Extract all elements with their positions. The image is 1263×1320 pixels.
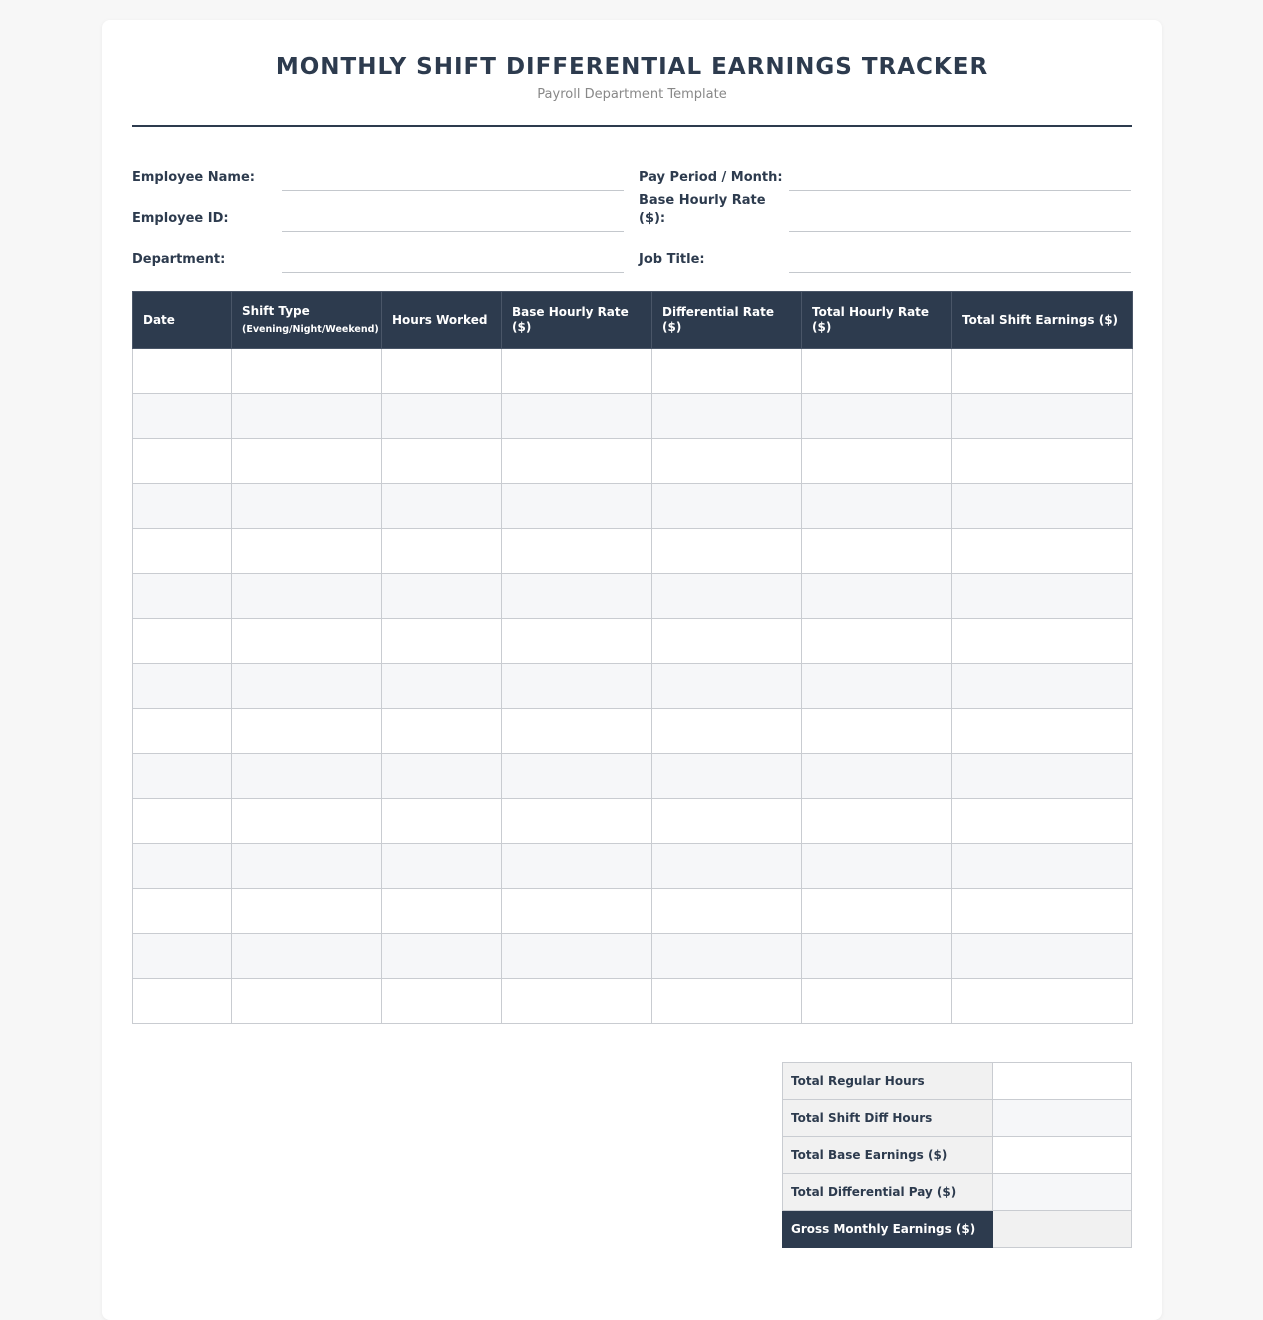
table-cell[interactable] bbox=[133, 529, 232, 574]
table-cell[interactable] bbox=[802, 844, 952, 889]
table-cell[interactable] bbox=[652, 979, 802, 1024]
employee-name-input[interactable] bbox=[282, 162, 624, 191]
table-cell[interactable] bbox=[952, 844, 1133, 889]
table-cell[interactable] bbox=[652, 754, 802, 799]
table-cell[interactable] bbox=[382, 394, 502, 439]
table-cell[interactable] bbox=[952, 754, 1133, 799]
gross-monthly-earnings-value[interactable] bbox=[993, 1211, 1132, 1248]
tracker-sheet bbox=[102, 20, 1162, 1320]
table-cell[interactable] bbox=[502, 439, 652, 484]
total-shift-diff-hours-label: Total Shift Diff Hours bbox=[783, 1100, 993, 1137]
table-row bbox=[133, 979, 1133, 1024]
table-cell[interactable] bbox=[952, 889, 1133, 934]
table-body bbox=[133, 349, 1133, 1024]
table-cell[interactable] bbox=[382, 754, 502, 799]
total-differential-pay-value[interactable] bbox=[993, 1174, 1132, 1211]
table-cell[interactable] bbox=[502, 934, 652, 979]
table-cell[interactable] bbox=[652, 709, 802, 754]
table-cell[interactable] bbox=[133, 889, 232, 934]
table-cell[interactable] bbox=[802, 394, 952, 439]
table-cell[interactable] bbox=[502, 709, 652, 754]
table-cell[interactable] bbox=[232, 709, 382, 754]
table-cell[interactable] bbox=[952, 979, 1133, 1024]
table-cell[interactable] bbox=[952, 934, 1133, 979]
table-cell[interactable] bbox=[652, 574, 802, 619]
table-cell[interactable] bbox=[232, 574, 382, 619]
table-cell[interactable] bbox=[382, 709, 502, 754]
table-cell[interactable] bbox=[652, 484, 802, 529]
table-cell[interactable] bbox=[802, 349, 952, 394]
table-cell[interactable] bbox=[502, 844, 652, 889]
summary-row bbox=[783, 1137, 1132, 1174]
table-cell[interactable] bbox=[502, 799, 652, 844]
table-row bbox=[133, 844, 1133, 889]
table-cell[interactable] bbox=[133, 709, 232, 754]
column-header bbox=[802, 292, 952, 349]
summary-row bbox=[783, 1211, 1132, 1248]
table-cell[interactable] bbox=[382, 664, 502, 709]
table-cell[interactable] bbox=[382, 844, 502, 889]
column-header bbox=[133, 292, 232, 349]
table-cell[interactable] bbox=[652, 844, 802, 889]
info-row bbox=[132, 232, 1132, 273]
table-cell[interactable] bbox=[652, 394, 802, 439]
table-row bbox=[133, 529, 1133, 574]
table-cell[interactable] bbox=[502, 349, 652, 394]
column-header-hint: (Evening/Night/Weekend) bbox=[242, 323, 379, 335]
table-cell[interactable] bbox=[133, 484, 232, 529]
table-cell[interactable] bbox=[652, 619, 802, 664]
table-row bbox=[133, 934, 1133, 979]
total-base-earnings-label: Total Base Earnings ($) bbox=[783, 1137, 993, 1174]
table-cell[interactable] bbox=[133, 349, 232, 394]
table-cell[interactable] bbox=[232, 844, 382, 889]
pay-period-input[interactable] bbox=[789, 162, 1131, 191]
column-header bbox=[382, 292, 502, 349]
table-cell[interactable] bbox=[232, 754, 382, 799]
table-cell[interactable] bbox=[802, 664, 952, 709]
table-header-row bbox=[133, 292, 1133, 349]
job-title-input[interactable] bbox=[789, 244, 1131, 273]
base-rate-field bbox=[639, 191, 1131, 232]
table-cell[interactable] bbox=[232, 439, 382, 484]
table-cell[interactable] bbox=[232, 934, 382, 979]
table-cell[interactable] bbox=[652, 664, 802, 709]
pay-period-label: Pay Period / Month: bbox=[639, 170, 783, 185]
total-regular-hours-value[interactable] bbox=[993, 1063, 1132, 1100]
table-cell[interactable] bbox=[952, 349, 1133, 394]
table-cell[interactable] bbox=[133, 979, 232, 1024]
department-label: Department: bbox=[132, 252, 226, 267]
table-cell[interactable] bbox=[133, 844, 232, 889]
table-cell[interactable] bbox=[382, 484, 502, 529]
table-cell[interactable] bbox=[652, 889, 802, 934]
table-cell[interactable] bbox=[502, 619, 652, 664]
table-row bbox=[133, 394, 1133, 439]
total-base-earnings-value[interactable] bbox=[993, 1137, 1132, 1174]
table-cell[interactable] bbox=[382, 529, 502, 574]
column-header-label: Date bbox=[143, 312, 175, 327]
table-cell[interactable] bbox=[652, 529, 802, 574]
table-cell[interactable] bbox=[952, 709, 1133, 754]
table-row bbox=[133, 619, 1133, 664]
total-regular-hours-label: Total Regular Hours bbox=[783, 1063, 993, 1100]
info-row bbox=[132, 150, 1132, 191]
table-cell[interactable] bbox=[133, 934, 232, 979]
total-shift-diff-hours-value[interactable] bbox=[993, 1100, 1132, 1137]
employee-name-field bbox=[132, 150, 624, 191]
table-row bbox=[133, 889, 1133, 934]
employee-id-label: Employee ID: bbox=[132, 211, 229, 226]
document-header bbox=[132, 50, 1132, 104]
column-header-label: Base Hourly Rate ($) bbox=[512, 305, 629, 334]
table-row bbox=[133, 439, 1133, 484]
table-row bbox=[133, 574, 1133, 619]
table-cell[interactable] bbox=[133, 619, 232, 664]
table-cell[interactable] bbox=[232, 979, 382, 1024]
page-subtitle: Payroll Department Template bbox=[537, 87, 727, 102]
job-title-label: Job Title: bbox=[639, 252, 705, 267]
table-row bbox=[133, 709, 1133, 754]
table-cell[interactable] bbox=[952, 574, 1133, 619]
summary-row bbox=[783, 1100, 1132, 1137]
table-cell[interactable] bbox=[952, 799, 1133, 844]
table-cell[interactable] bbox=[232, 619, 382, 664]
table-cell[interactable] bbox=[802, 439, 952, 484]
table-cell[interactable] bbox=[133, 754, 232, 799]
table-cell[interactable] bbox=[952, 529, 1133, 574]
info-row bbox=[132, 191, 1132, 232]
table-cell[interactable] bbox=[232, 889, 382, 934]
table-row bbox=[133, 664, 1133, 709]
job-title-field bbox=[639, 232, 1131, 273]
table-cell[interactable] bbox=[232, 349, 382, 394]
table-cell[interactable] bbox=[382, 439, 502, 484]
table-row bbox=[133, 349, 1133, 394]
table-cell[interactable] bbox=[382, 799, 502, 844]
table-cell[interactable] bbox=[652, 799, 802, 844]
table-cell[interactable] bbox=[952, 619, 1133, 664]
gross-monthly-earnings-label: Gross Monthly Earnings ($) bbox=[783, 1211, 993, 1248]
column-header-label: Hours Worked bbox=[392, 312, 488, 327]
table-cell[interactable] bbox=[802, 529, 952, 574]
table-cell[interactable] bbox=[802, 754, 952, 799]
department-input[interactable] bbox=[282, 244, 624, 273]
base-rate-input[interactable] bbox=[789, 203, 1131, 232]
table-row bbox=[133, 799, 1133, 844]
summary-row bbox=[783, 1063, 1132, 1100]
table-cell[interactable] bbox=[802, 799, 952, 844]
employee-id-input[interactable] bbox=[282, 203, 624, 232]
table-row bbox=[133, 754, 1133, 799]
table-cell[interactable] bbox=[802, 934, 952, 979]
table-cell[interactable] bbox=[652, 439, 802, 484]
table-cell[interactable] bbox=[232, 484, 382, 529]
table-cell[interactable] bbox=[502, 664, 652, 709]
page-title: MONTHLY SHIFT DIFFERENTIAL EARNINGS TRACKER bbox=[275, 54, 989, 80]
column-header-label: Differential Rate ($) bbox=[662, 305, 774, 334]
column-header-label: Shift Type bbox=[242, 303, 310, 318]
table-cell[interactable] bbox=[952, 664, 1133, 709]
table-cell[interactable] bbox=[802, 619, 952, 664]
table-row bbox=[133, 484, 1133, 529]
column-header bbox=[652, 292, 802, 349]
table-cell[interactable] bbox=[133, 394, 232, 439]
employee-name-label: Employee Name: bbox=[132, 170, 255, 185]
department-field bbox=[132, 232, 624, 273]
table-cell[interactable] bbox=[502, 394, 652, 439]
column-header-label: Total Shift Earnings ($) bbox=[962, 312, 1119, 327]
total-differential-pay-label: Total Differential Pay ($) bbox=[783, 1174, 993, 1211]
header-divider bbox=[132, 125, 1132, 127]
table-cell[interactable] bbox=[382, 574, 502, 619]
table-cell[interactable] bbox=[652, 934, 802, 979]
table-cell[interactable] bbox=[502, 574, 652, 619]
table-cell[interactable] bbox=[502, 529, 652, 574]
table-cell[interactable] bbox=[133, 664, 232, 709]
table-cell[interactable] bbox=[802, 574, 952, 619]
table-cell[interactable] bbox=[133, 439, 232, 484]
table-cell[interactable] bbox=[232, 394, 382, 439]
summary-row bbox=[783, 1174, 1132, 1211]
table-cell[interactable] bbox=[502, 979, 652, 1024]
table-cell[interactable] bbox=[382, 349, 502, 394]
table-cell[interactable] bbox=[802, 979, 952, 1024]
column-header bbox=[952, 292, 1133, 349]
table-cell[interactable] bbox=[652, 349, 802, 394]
table-cell[interactable] bbox=[952, 439, 1133, 484]
employee-info-section bbox=[132, 150, 1132, 273]
shift-log-table bbox=[132, 291, 1133, 1024]
table-cell[interactable] bbox=[382, 619, 502, 664]
table-cell[interactable] bbox=[133, 799, 232, 844]
table-cell[interactable] bbox=[952, 394, 1133, 439]
table-cell[interactable] bbox=[502, 484, 652, 529]
column-header-label: Total Hourly Rate ($) bbox=[812, 305, 930, 334]
column-header bbox=[502, 292, 652, 349]
table-cell[interactable] bbox=[382, 889, 502, 934]
table-cell[interactable] bbox=[232, 664, 382, 709]
table-cell[interactable] bbox=[802, 709, 952, 754]
table-cell[interactable] bbox=[502, 889, 652, 934]
table-cell[interactable] bbox=[802, 889, 952, 934]
table-cell[interactable] bbox=[232, 799, 382, 844]
base-rate-label: Base Hourly Rate ($): bbox=[639, 193, 766, 226]
table-cell[interactable] bbox=[382, 934, 502, 979]
earnings-summary-table bbox=[782, 1062, 1132, 1248]
table-cell[interactable] bbox=[382, 979, 502, 1024]
table-cell[interactable] bbox=[952, 484, 1133, 529]
table-cell[interactable] bbox=[502, 754, 652, 799]
pay-period-field bbox=[639, 150, 1131, 191]
table-cell[interactable] bbox=[133, 574, 232, 619]
table-cell[interactable] bbox=[232, 529, 382, 574]
column-header bbox=[232, 292, 382, 349]
employee-id-field bbox=[132, 191, 624, 232]
table-cell[interactable] bbox=[802, 484, 952, 529]
